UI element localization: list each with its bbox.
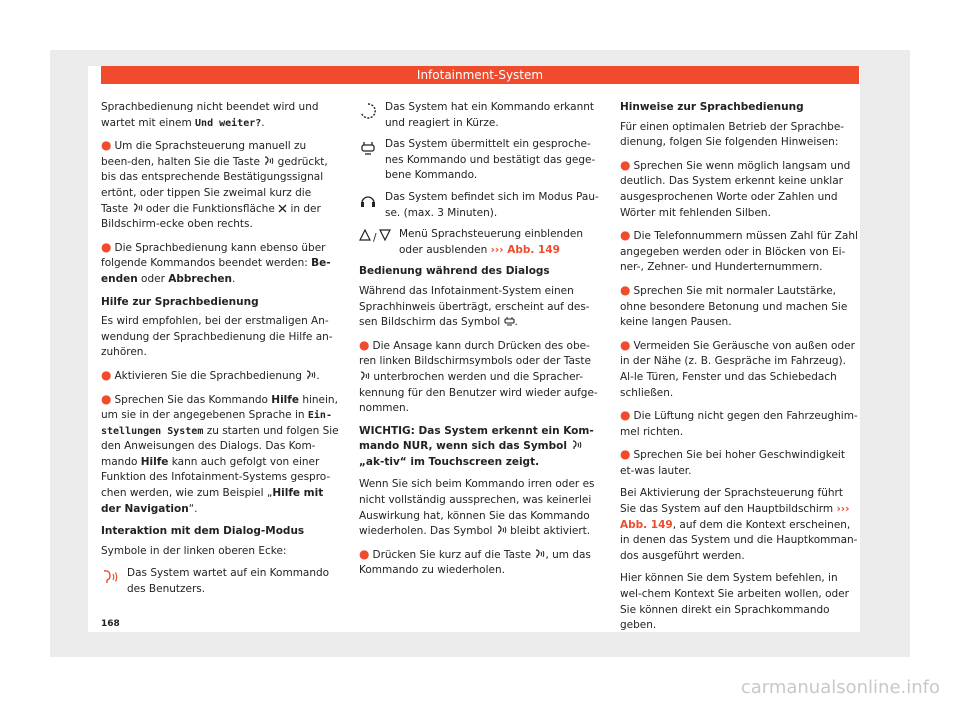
bullet-item: ● Die Telefonnummern müssen Zahl für Zahl angegeben werden oder in Blöcken von Ei-ner-, Zehner- und Hunderternummern. — [620, 228, 858, 274]
paragraph: Während das Infotainment-System einen Sprachhinweis überträgt, erscheint auf des-sen Bildschirm das Symbol . — [359, 284, 590, 329]
bullet-item: ● Vermeiden Sie Geräusche von außen oder in der Nähe (z. B. Gespräche im Fahrzeug). Al-le Türen, Fenster und das Schiebedach schließen. — [620, 337, 855, 399]
pause-mode-icon — [359, 192, 377, 210]
paragraph: Hier können Sie dem System befehlen, in wel-chem Kontext Sie arbeiten wollen, oder Sie können direkt ein Sprachkommando geben. — [620, 572, 849, 632]
bullet-icon: ● — [101, 138, 112, 153]
paragraph: Für einen optimalen Betrieb der Sprachbe-dienung, folgen Sie folgenden Hinweisen: — [620, 120, 845, 149]
voice-button-icon — [263, 156, 274, 166]
page-number: 168 — [101, 619, 120, 629]
bullet-icon: ● — [620, 408, 631, 423]
voice-waiting-icon — [101, 568, 119, 586]
bullet-icon: ● — [620, 337, 631, 352]
bullet-item: ● Sprechen Sie wenn möglich langsam und deutlich. Das System erkennt keine unklar ausgesprochenen Worte oder Zahlen und Wörter mit fehlenden Silben. — [620, 157, 851, 219]
paragraph: Symbole in der linken oberen Ecke: — [101, 544, 287, 557]
voice-button-icon — [496, 525, 507, 535]
watermark: carmanualsonline.info — [740, 677, 940, 698]
bullet-item: ● Um die Sprachsteuerung manuell zu been-den, halten Sie die Taste gedrückt, bis das entsprechende Bestätigungssignal ertönt, oder tippen Sie zweimal kurz die Taste oder die Funktionsfläche in der Bildschirm-ecke oben rechts. — [101, 138, 328, 231]
section-header: Infotainment-System — [101, 66, 859, 84]
close-icon — [278, 204, 287, 213]
bullet-item: ● Sprechen Sie das Kommando Hilfe hinein, um sie in der angegebenen Sprache in Ein-stellungen System zu starten und folgen Sie den Anweisungen des Dialogs. Das Kom-mando Hilfe kann auch gefolgt von einer Funktion des Infotainment-Systems gespro-chen werden, wie zum Beispiel „Hilfe mit der Navigation“. — [101, 391, 339, 515]
symbol-row — [359, 227, 599, 258]
bullet-item: ● Die Lüftung nicht gegen den Fahrzeughim-mel richten. — [620, 408, 858, 438]
bullet-item: ● Aktivieren Sie die Sprachbedienung . — [101, 367, 320, 382]
symbol-description: Das System hat ein Kommando erkannt und reagiert in Kürze. — [385, 101, 595, 129]
bullet-icon: ● — [101, 367, 112, 382]
bullet-item: ● Sprechen Sie mit normaler Lautstärke, ohne besondere Betonung und machen Sie keine langen Pausen. — [620, 282, 848, 329]
symbol-description: Das System befindet sich im Modus Pau-se. (max. 3 Minuten). — [385, 190, 599, 219]
section-heading: Bedienung während des Dialogs — [359, 265, 550, 278]
column-right — [620, 100, 860, 641]
hide-menu-triangle-icon — [379, 229, 391, 241]
figure-reference-link[interactable]: ››› Abb. 149 — [490, 243, 560, 256]
paragraph: Sprachbedienung nicht beendet wird und wartet mit einem Und weiter?. — [101, 101, 319, 129]
symbol-description: Das System übermittelt ein gesproche-nes Kommando und bestätigt das gege-bene Kommando. — [385, 138, 596, 182]
paragraph: Bei Aktivierung der Sprachsteuerung führt Sie das System auf den Hauptbildschirm ››› Abb. 149, auf dem die Kontext erscheinen, in denen das System und die Hauptkomman-dos ausgeführt werden. — [620, 487, 858, 562]
symbol-description: Menü Sprachsteuerung einblenden oder ausblenden ››› Abb. 149 — [399, 228, 583, 256]
paragraph: Es wird empfohlen, bei der erstmaligen An-wendung der Sprachbedienung die Hilfe an-zuhören. — [101, 315, 333, 359]
symbol-row — [359, 100, 599, 131]
bullet-item: ● Die Ansage kann durch Drücken des obe-ren linken Bildschirmsymbols oder der Taste unterbrochen werden und die Spracher-kennung für den Benutzer wird wieder aufge-nommen. — [359, 337, 598, 415]
voice-button-icon — [534, 549, 545, 559]
show-menu-triangle-icon — [359, 229, 371, 241]
bullet-icon: ● — [620, 282, 631, 297]
symbol-row — [359, 190, 599, 221]
voice-button-icon — [359, 371, 370, 381]
bullet-icon: ● — [359, 546, 370, 561]
speaking-system-icon — [504, 316, 515, 326]
bullet-icon: ● — [620, 157, 631, 172]
separator-text: / — [373, 232, 377, 245]
column-middle — [359, 100, 599, 586]
processing-spinner-icon — [359, 102, 377, 120]
column-left — [101, 100, 339, 604]
symbol-row — [101, 566, 339, 597]
bullet-icon: ● — [620, 228, 631, 243]
paragraph: Wenn Sie sich beim Kommando irren oder es nicht vollständig aussprechen, was keinerlei Auswirkung hat, können Sie das Kommando wiederholen. Das Symbol bleibt aktiviert. — [359, 478, 595, 538]
bullet-icon: ● — [359, 337, 370, 352]
bullet-item: ● Sprechen Sie bei hoher Geschwindigkeit et-was lauter. — [620, 447, 845, 477]
symbol-description: Das System wartet auf ein Kommando des Benutzers. — [127, 567, 330, 596]
bullet-item: ● Drücken Sie kurz auf die Taste , um das Kommando zu wiederholen. — [359, 546, 591, 577]
voice-button-icon — [305, 370, 316, 380]
section-heading: Hilfe zur Sprachbedienung — [101, 295, 259, 308]
section-heading: Hinweise zur Sprachbedienung — [620, 101, 804, 113]
speaking-system-icon — [359, 139, 377, 157]
voice-button-icon — [132, 203, 143, 213]
symbol-row — [359, 137, 599, 184]
important-note: WICHTIG: Das System erkennt ein Kom-mando NUR, wenn sich das Symbol „ak-tiv“ im Touchscreen zeigt. — [359, 424, 594, 468]
voice-button-icon — [571, 440, 582, 450]
bullet-icon: ● — [101, 391, 112, 406]
figure-reference-link[interactable]: ››› Abb. 149 — [620, 503, 850, 531]
section-heading: Interaktion mit dem Dialog-Modus — [101, 525, 305, 538]
bullet-item: ● Die Sprachbedienung kann ebenso über folgende Kommandos beendet werden: Be-enden oder Abbrechen. — [101, 239, 331, 285]
bullet-icon: ● — [620, 447, 631, 462]
bullet-icon: ● — [101, 239, 112, 254]
